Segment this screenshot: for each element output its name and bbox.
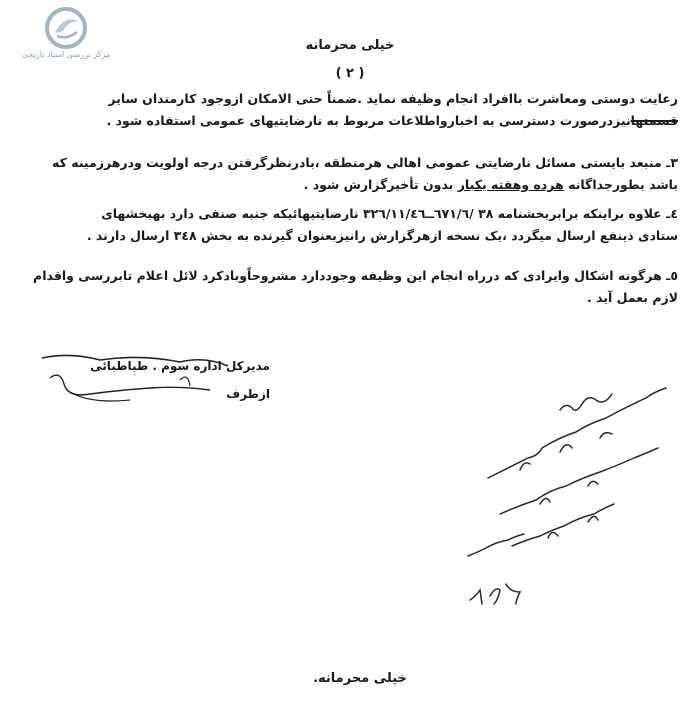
signature-title: مدیرکل اداره سوم . طباطبائی bbox=[90, 359, 270, 373]
paragraph-item-5-line-2: لازم بعمل آید . bbox=[587, 290, 678, 305]
logo-caption: مرکز بررسی اسناد تاریخی bbox=[21, 50, 111, 59]
paragraph-item-5-line-1: ٥ـ هرگونه اشکال وایرادی که درراه انجام این وظیفه وجوددارد مشروحاًوبادکرد لائل اعلام تابررسی واقدام bbox=[33, 268, 678, 283]
paragraph-1-line-2: قسمتهانیزدرصورت دسترسی به اخبارواطلاعات مربوط به نارضایتیهای عمومی استفاده شود . bbox=[106, 113, 678, 128]
archive-logo bbox=[16, 6, 116, 68]
underlined-text: هرده وهفته یکبار bbox=[457, 177, 564, 192]
classification-top: خیلی محرمانه bbox=[305, 38, 395, 53]
classification-bottom: خیلی محرمانه. bbox=[313, 671, 407, 686]
handwritten-signature-scribble bbox=[30, 348, 240, 408]
paragraph-item-3 bbox=[18, 152, 678, 196]
paragraph-item-4-line-2: ستادی ذینفع ارسال میگردد ،یک نسخه ازهرگزارش رانیزبعنوان گیرنده به بخش ٣٤٨ ارسال دارند . bbox=[86, 228, 678, 243]
paragraph-item-4-line-1: ٤ـ علاوه براینکه برابربخشنامه ٣٨ /٦٧١/٦ــ٣٢٦/١١/٤٦ نارضایتیهائیکه جنبه صنفی دارد بهبخشهای bbox=[101, 206, 678, 221]
struck-text: قسمتها bbox=[630, 113, 678, 128]
paragraph-item-3-line-2: باشد بطورجداگانه هرده وهفته یکبار بدون تأخیرگزارش شود . bbox=[303, 177, 678, 192]
paragraph-1 bbox=[18, 88, 678, 132]
signature-on-behalf: ازطرف bbox=[226, 387, 270, 401]
page-number: ( ٢ ) bbox=[335, 66, 365, 81]
paragraph-item-4 bbox=[18, 203, 678, 247]
paragraph-1-line-1: رعایت دوستی ومعاشرت باافراد انجام وظیفه نماید .ضمناً حتی الامکان ازوجود کارمندان سایر bbox=[108, 91, 678, 106]
paragraph-item-5 bbox=[18, 265, 678, 309]
paragraph-item-3-line-1: ٣ـ منبعد بایستی مسائل نارضایتی عمومی اهالی هرمنطقه ،بادرنظرگرفتن درجه اولویت ودرهرزمینه که bbox=[52, 155, 678, 170]
